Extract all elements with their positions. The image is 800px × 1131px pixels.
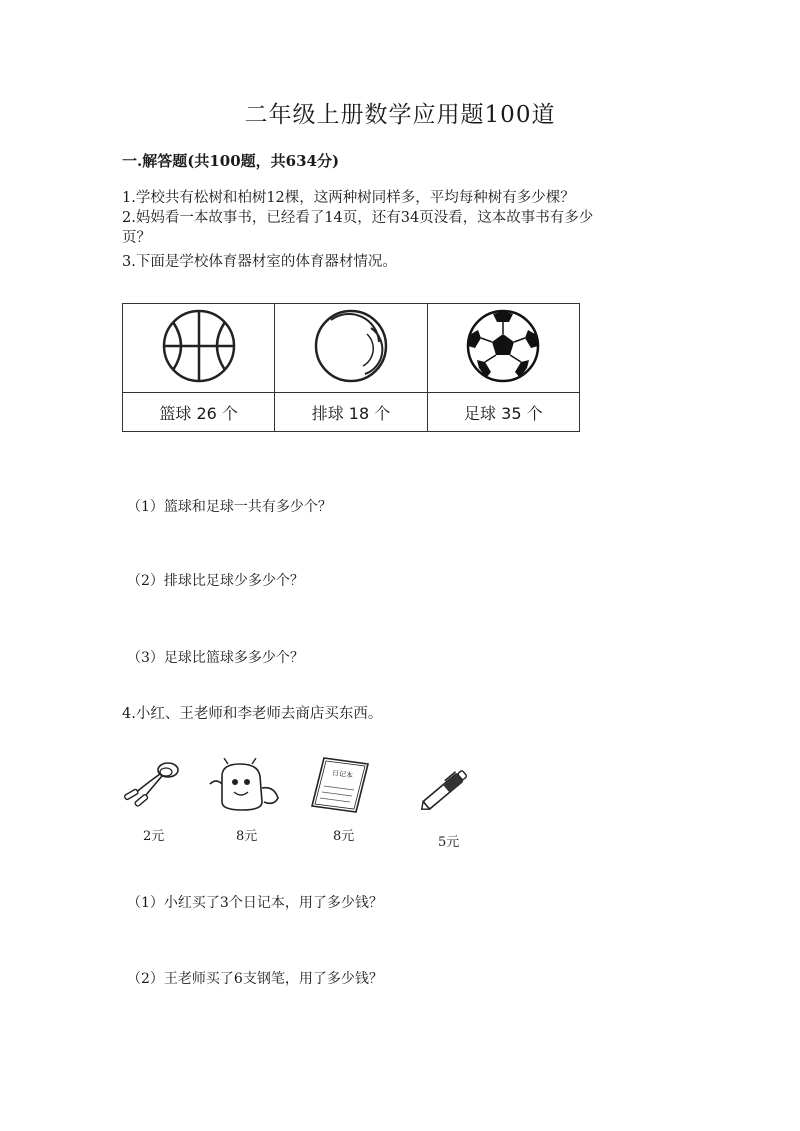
notebook-price: 8元 [333,829,355,844]
question-2-line-2: 页？ [122,230,151,246]
basketball-icon [161,308,237,384]
pen-icon [414,760,480,816]
question-4-part-2: （2）王老师买了6支钢笔，用了多少钱？ [127,971,383,987]
basketball-label: 篮球 26 个 [123,393,275,432]
volleyball-icon [313,308,389,384]
notebook-icon [310,756,370,814]
backpack-icon [208,758,282,814]
question-3-part-3: （3）足球比篮球多多少个？ [127,650,304,666]
question-1: 1.学校共有松树和柏树12棵，这两种树同样多，平均每种树有多少棵？ [122,190,575,206]
section-heading: 一.解答题(共100题，共634分) [122,152,340,170]
jump-rope-price: 2元 [143,829,165,844]
question-4-part-1: （1）小红买了3个日记本，用了多少钱？ [127,895,383,911]
equipment-table [122,303,580,432]
question-2-line-1: 2.妈妈看一本故事书，已经看了14页，还有34页没看，这本故事书有多少 [122,210,594,226]
soccer-ball-icon [465,308,541,384]
soccer-ball-label: 足球 35 个 [427,393,579,432]
basketball-cell [123,304,275,393]
volleyball-label: 排球 18 个 [275,393,427,432]
soccer-ball-cell [427,304,579,393]
pen-price: 5元 [438,835,460,850]
question-3-part-1: （1）篮球和足球一共有多少个？ [127,499,332,515]
question-3-part-2: （2）排球比足球少多少个？ [127,573,304,589]
question-4: 4.小红、王老师和李老师去商店买东西。 [122,706,383,722]
notebook-cover-text: 日记本 [331,768,354,780]
page-title: 二年级上册数学应用题100道 [244,102,556,128]
volleyball-cell [275,304,427,393]
question-3: 3.下面是学校体育器材室的体育器材情况。 [122,254,397,270]
jump-rope-icon [120,758,184,808]
backpack-price: 8元 [236,829,258,844]
